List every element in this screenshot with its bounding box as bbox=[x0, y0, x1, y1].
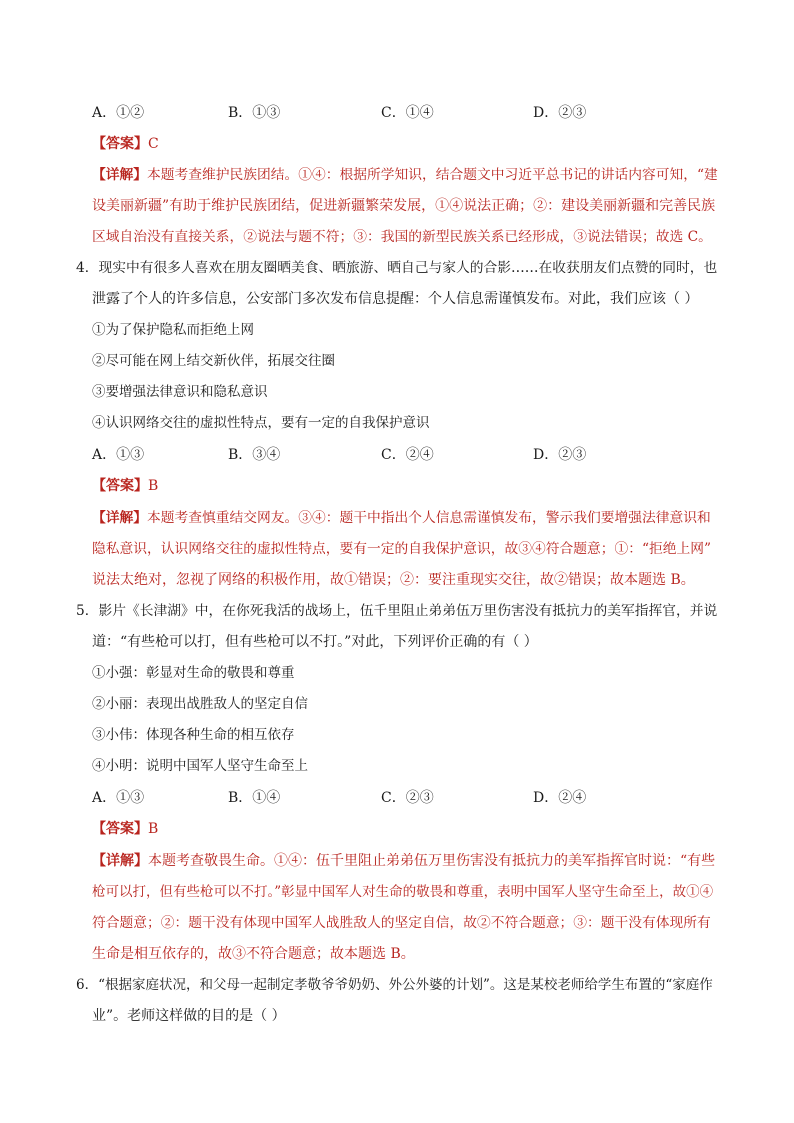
q4-item-2: ②尽可能在网上结交新伙伴，拓展交往圈 bbox=[92, 353, 335, 369]
answer-tag: 【答案】 bbox=[92, 821, 148, 837]
q4-stem-line-2: 泄露了个人的许多信息，公安部门多次发布信息提醒：个人信息需谨慎发布。对此，我们应该（ ） bbox=[92, 291, 699, 307]
q4-item-3: ③要增强法律意识和隐私意识 bbox=[92, 384, 268, 400]
answer-tag: 【答案】 bbox=[92, 478, 148, 494]
q4-answer bbox=[92, 477, 158, 495]
q4-detail-line-2: 隐私意识，认识网络交往的虚拟性特点，要有一定的自我保护意识，故③④符合题意；①：“拒绝上网” bbox=[92, 541, 712, 557]
q4-option-d: D．②③ bbox=[533, 447, 587, 463]
q4-detail-line-3: 说法太绝对，忽视了网络的积极作用，故①错误；②：要注重现实交往，故②错误；故本题选 B。 bbox=[92, 572, 695, 588]
q3-answer bbox=[92, 135, 159, 153]
answer-value: B bbox=[148, 821, 159, 837]
q5-detail-line-3: 符合题意；②：题干没有体现中国军人战胜敌人的坚定自信，故②不符合题意；③：题干没有体现所有 bbox=[92, 915, 711, 931]
q5-stem-line-2: 道：“有些枪可以打，但有些枪可以不打。”对此，下列评价正确的有（ ） bbox=[92, 634, 538, 650]
detail-text: 本题考查慎重结交网友。③④：题干中指出个人信息需谨慎发布，警示我们要增强法律意识和 bbox=[147, 510, 711, 526]
q3-detail-line-2: 设美丽新疆”有助于维护民族团结，促进新疆繁荣发展，①④说法正确；②：建设美丽新疆和完善民族 bbox=[92, 198, 716, 214]
q3-option-a: A．①② bbox=[92, 105, 145, 121]
detail-tag: 【详解】 bbox=[92, 510, 148, 526]
detail-tag: 【详解】 bbox=[92, 853, 148, 869]
q5-item-2: ②小丽：表现出战胜敌人的坚定自信 bbox=[92, 696, 308, 712]
q5-option-a: A．①③ bbox=[92, 790, 145, 806]
q5-item-1: ①小强：彰显对生命的敬畏和尊重 bbox=[92, 665, 295, 681]
q4-item-4: ④认识网络交往的虚拟性特点，要有一定的自我保护意识 bbox=[92, 415, 430, 431]
q5-detail-line-1 bbox=[92, 852, 715, 870]
q4-option-c: C．②④ bbox=[381, 447, 434, 463]
q3-detail-line-1 bbox=[92, 166, 718, 184]
q4-stem-line-1: 4．现实中有很多人喜欢在朋友圈晒美食、晒旅游、晒自己与家人的合影……在收获朋友们点赞的同时，也 bbox=[76, 260, 718, 276]
q5-option-c: C．②③ bbox=[381, 790, 434, 806]
q6-stem-line-1: 6．“根据家庭状况，和父母一起制定孝敬爷爷奶奶、外公外婆的计划”。这是某校老师给学生布置的“家庭作 bbox=[76, 977, 713, 993]
q3-option-b: B．①③ bbox=[228, 105, 281, 121]
q4-option-a: A．①③ bbox=[92, 447, 145, 463]
q4-option-b: B．③④ bbox=[228, 447, 281, 463]
q5-detail-line-2: 枪可以打，但有些枪可以不打。”彰显中国军人对生命的敬畏和尊重，表明中国军人坚守生命至上，故①④ bbox=[92, 884, 714, 900]
answer-value: C bbox=[148, 136, 159, 152]
q6-stem-line-2: 业”。老师这样做的目的是（ ） bbox=[92, 1008, 286, 1024]
answer-tag: 【答案】 bbox=[92, 136, 148, 152]
q5-item-4: ④小明：说明中国军人坚守生命至上 bbox=[92, 758, 308, 774]
q4-item-1: ①为了保护隐私而拒绝上网 bbox=[92, 322, 254, 338]
detail-tag: 【详解】 bbox=[92, 167, 148, 183]
q5-option-b: B．①④ bbox=[228, 790, 281, 806]
answer-value: B bbox=[148, 478, 159, 494]
q5-stem-line-1: 5．影片《长津湖》中，在你死我活的战场上，伍千里阻止弟弟伍万里伤害没有抵抗力的美军指挥官，并说 bbox=[76, 603, 718, 619]
detail-text: 本题考查敬畏生命。①④：伍千里阻止弟弟伍万里伤害没有抵抗力的美军指挥官时说：“有些 bbox=[148, 853, 716, 869]
q3-option-c: C．①④ bbox=[381, 105, 434, 121]
q5-item-3: ③小伟：体现各种生命的相互依存 bbox=[92, 727, 295, 743]
detail-text: 本题考查维护民族团结。①④：根据所学知识，结合题文中习近平总书记的讲话内容可知，“建 bbox=[147, 167, 718, 183]
q3-detail-line-3: 区域自治没有直接关系，②说法与题不符；③：我国的新型民族关系已经形成，③说法错误；故选 C。 bbox=[92, 229, 712, 245]
q3-option-d: D．②③ bbox=[533, 105, 587, 121]
q5-option-d: D．②④ bbox=[533, 790, 587, 806]
q5-answer bbox=[92, 820, 158, 838]
q4-detail-line-1 bbox=[92, 509, 711, 527]
q5-detail-line-4: 生命是相互依存的，故③不符合题意；故本题选 B。 bbox=[92, 946, 415, 962]
